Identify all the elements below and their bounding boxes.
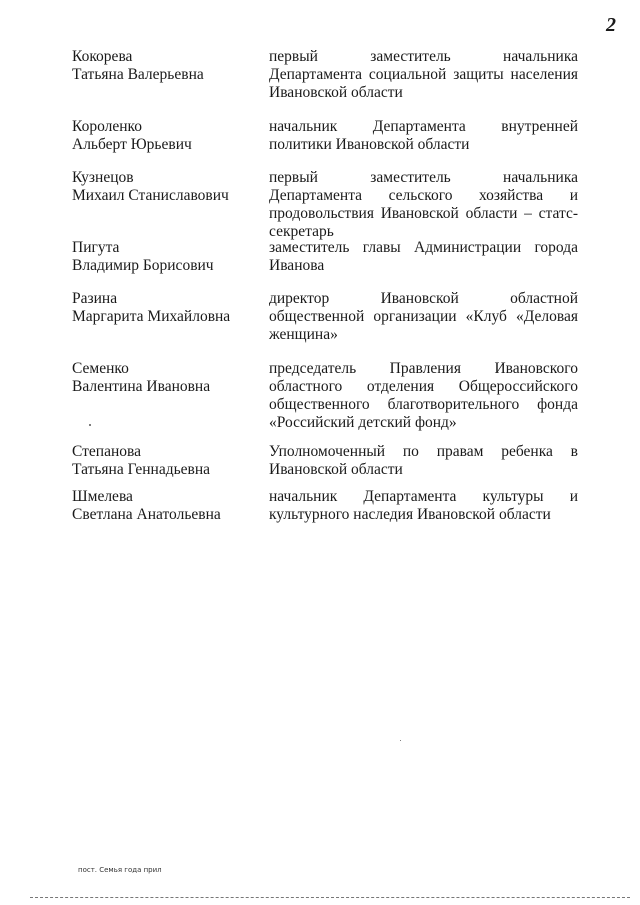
member-given-name: Татьяна Геннадьевна bbox=[72, 461, 211, 478]
member-name bbox=[72, 360, 262, 396]
member-given-name: Валентина Ивановна bbox=[72, 378, 211, 395]
page-number: 2 bbox=[606, 14, 616, 36]
footer-note: пост. Семья года прил bbox=[78, 866, 162, 874]
member-surname: Степанова bbox=[72, 443, 142, 460]
member-name bbox=[72, 290, 262, 326]
member-name bbox=[72, 169, 262, 205]
member-position: заместитель главы Администрации города Иванова bbox=[269, 239, 578, 274]
member-name bbox=[72, 48, 262, 84]
member-position: первый заместитель начальника Департамента социальной защиты населения Ивановской области bbox=[269, 48, 578, 101]
member-given-name: Маргарита Михайловна bbox=[72, 308, 231, 325]
member-surname: Разина bbox=[72, 290, 118, 307]
member-surname: Короленко bbox=[72, 118, 143, 135]
member-surname: Шмелева bbox=[72, 488, 133, 505]
member-position: директор Ивановской областной общественной организации «Клуб «Деловая женщина» bbox=[269, 290, 578, 343]
page-bottom-divider bbox=[30, 897, 630, 898]
member-given-name: Татьяна Валерьевна bbox=[72, 66, 204, 83]
member-position: начальник Департамента внутренней политики Ивановской области bbox=[269, 118, 578, 153]
member-given-name: Светлана Анатольевна bbox=[72, 506, 221, 523]
member-surname: Кокорева bbox=[72, 48, 133, 65]
member-name bbox=[72, 118, 262, 154]
scan-speck bbox=[400, 740, 401, 741]
member-name bbox=[72, 239, 262, 275]
member-position: начальник Департамента культуры и культурного наследия Ивановской области bbox=[269, 488, 578, 523]
member-surname: Пигута bbox=[72, 239, 120, 256]
member-surname: Семенко bbox=[72, 360, 129, 377]
member-name bbox=[72, 488, 262, 524]
member-given-name: Владимир Борисович bbox=[72, 257, 214, 274]
member-name bbox=[72, 443, 262, 479]
member-position: Уполномоченный по правам ребенка в Ивановской области bbox=[269, 443, 578, 478]
member-position: первый заместитель начальника Департамента сельского хозяйства и продовольствия Ивановской области – статс-секретарь bbox=[269, 169, 578, 240]
scan-speck bbox=[89, 424, 91, 426]
member-position: председатель Правления Ивановского областного отделения Общероссийского общественного благотворительного фонда «Российский детский фонд» bbox=[269, 360, 578, 431]
member-given-name: Михаил Станиславович bbox=[72, 187, 229, 204]
member-surname: Кузнецов bbox=[72, 169, 134, 186]
member-given-name: Альберт Юрьевич bbox=[72, 136, 192, 153]
